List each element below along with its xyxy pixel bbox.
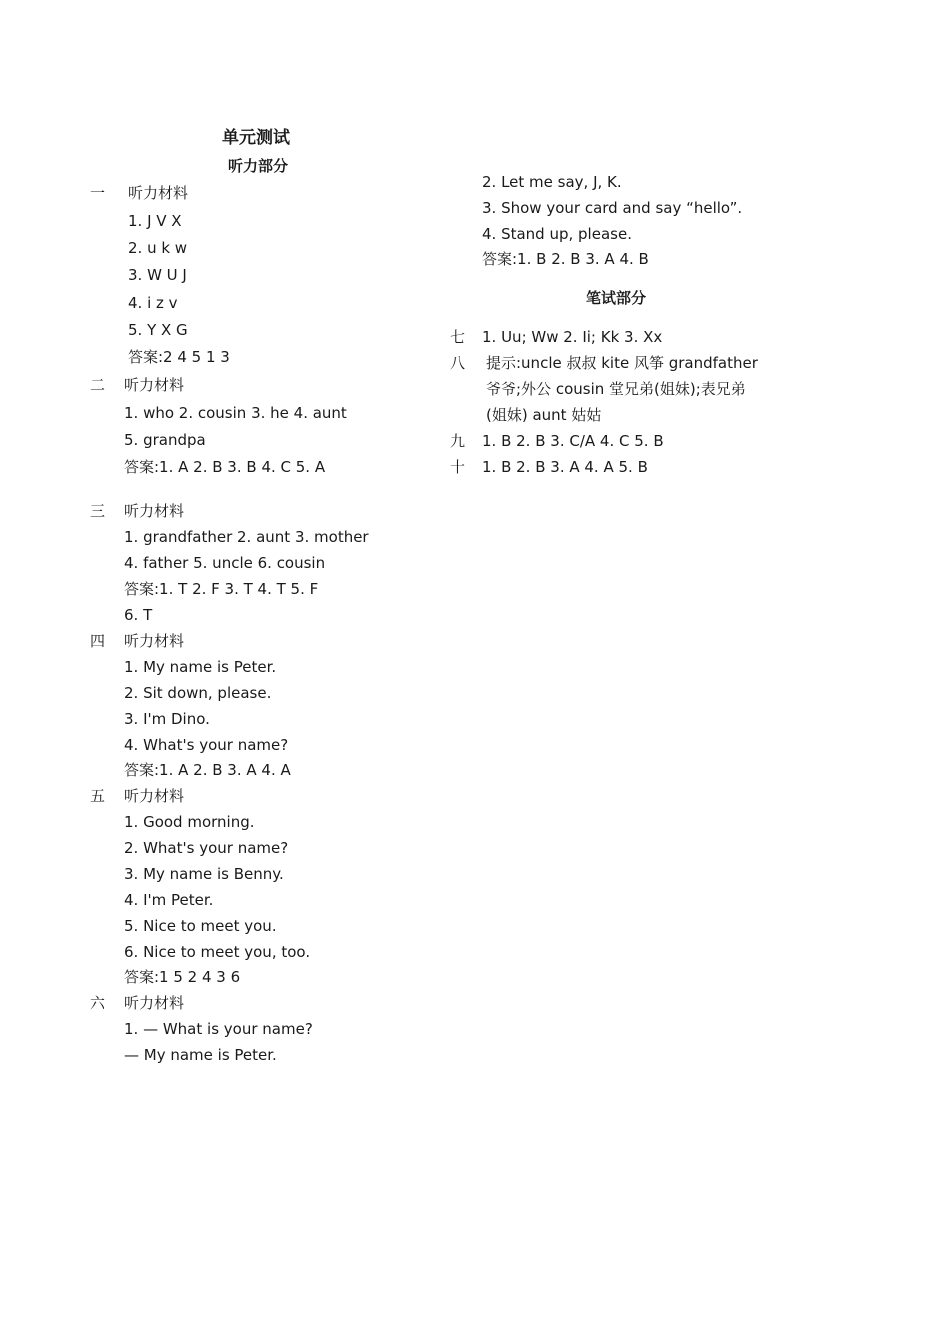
list-item: 4. i z v xyxy=(128,294,178,312)
list-item: 4. father 5. uncle 6. cousin xyxy=(124,554,326,572)
list-item: 1. My name is Peter. xyxy=(124,658,277,676)
list-item: 4. Stand up, please. xyxy=(482,225,632,243)
list-item: 5. Y X G xyxy=(128,321,188,339)
list-item: 2. Let me say, J, K. xyxy=(482,173,622,191)
answer-line: 答案:1. T 2. F 3. T 4. T 5. F xyxy=(124,580,319,598)
list-item: 3. My name is Benny. xyxy=(124,865,284,883)
section-label: 听力材料 xyxy=(124,994,185,1012)
section-number: 七 xyxy=(450,328,466,346)
section-number: 五 xyxy=(90,787,106,805)
answer-line: 1. Uu; Ww 2. Ii; Kk 3. Xx xyxy=(482,328,663,346)
list-item: 1. J V X xyxy=(128,212,182,230)
section-label: 听力材料 xyxy=(124,787,185,805)
list-item: 3. Show your card and say “hello”. xyxy=(482,199,743,217)
section-number: 八 xyxy=(450,354,466,372)
answer-line: 1. B 2. B 3. A 4. A 5. B xyxy=(482,458,648,476)
list-item: 2. Sit down, please. xyxy=(124,684,272,702)
answer-line: 答案:1 5 2 4 3 6 xyxy=(124,968,241,986)
list-item: 2. What's your name? xyxy=(124,839,289,857)
answer-line: 答案:1. A 2. B 3. A 4. A xyxy=(124,761,291,779)
list-item: 5. Nice to meet you. xyxy=(124,917,277,935)
answer-line: 答案:2 4 5 1 3 xyxy=(128,348,230,366)
hint-line: 提示:uncle 叔叔 kite 风筝 grandfather xyxy=(486,354,758,372)
section-label: 听力材料 xyxy=(124,502,185,520)
section-label: 听力材料 xyxy=(124,632,185,650)
section-label: 听力材料 xyxy=(124,376,185,394)
list-item: 6. T xyxy=(124,606,153,624)
answer-line: 答案:1. A 2. B 3. B 4. C 5. A xyxy=(124,458,326,476)
section-number: 一 xyxy=(90,184,106,202)
list-item: 3. W U J xyxy=(128,266,187,284)
list-item: 1. Good morning. xyxy=(124,813,255,831)
hint-line: (姐妹) aunt 姑姑 xyxy=(486,406,602,424)
section-number: 四 xyxy=(90,632,106,650)
page-title: 单元测试 xyxy=(222,128,290,148)
section-number: 六 xyxy=(90,994,106,1012)
list-item: — My name is Peter. xyxy=(124,1046,277,1064)
writing-heading: 笔试部分 xyxy=(586,289,647,307)
listening-heading: 听力部分 xyxy=(228,157,289,175)
list-item: 6. Nice to meet you, too. xyxy=(124,943,311,961)
section-label: 听力材料 xyxy=(128,184,189,202)
list-item: 4. What's your name? xyxy=(124,736,289,754)
answer-line: 1. B 2. B 3. C/A 4. C 5. B xyxy=(482,432,664,450)
section-number: 二 xyxy=(90,376,106,394)
section-number: 三 xyxy=(90,502,106,520)
section-number: 九 xyxy=(450,432,466,450)
list-item: 5. grandpa xyxy=(124,431,206,449)
list-item: 2. u k w xyxy=(128,239,188,257)
section-number: 十 xyxy=(450,458,466,476)
list-item: 1. grandfather 2. aunt 3. mother xyxy=(124,528,369,546)
list-item: 3. I'm Dino. xyxy=(124,710,210,728)
list-item: 1. — What is your name? xyxy=(124,1020,313,1038)
hint-line: 爷爷;外公 cousin 堂兄弟(姐妹);表兄弟 xyxy=(486,380,746,398)
answer-line: 答案:1. B 2. B 3. A 4. B xyxy=(482,250,649,268)
list-item: 4. I'm Peter. xyxy=(124,891,214,909)
list-item: 1. who 2. cousin 3. he 4. aunt xyxy=(124,404,347,422)
